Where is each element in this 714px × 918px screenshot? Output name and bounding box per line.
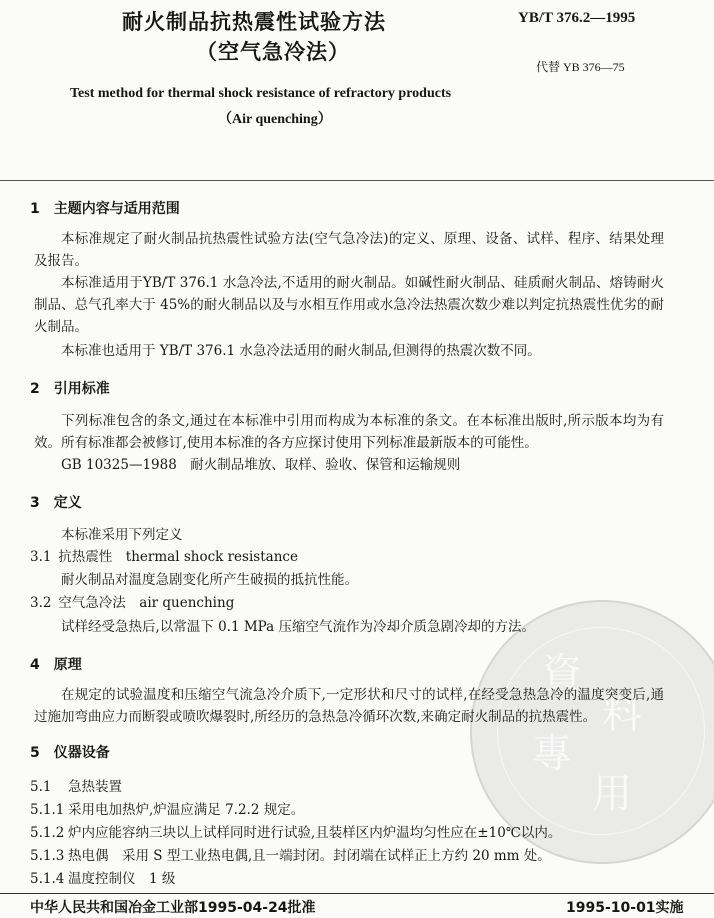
section-2-para-1: 下列标准包含的条文,通过在本标准中引用而构成为本标准的条文。在本标准出版时,所示版本均为有效。所有标准都会被修订,使用本标准的各方应探讨使用下列标准最新版本的可能性。: [34, 413, 664, 451]
item-number: 5.1.3: [30, 848, 65, 864]
section-5-heading: 5 仪器设备: [30, 745, 110, 761]
list-item: [30, 776, 122, 798]
document-subtitle: （空气急冷法）: [196, 40, 350, 64]
definition-3-1: [30, 546, 298, 568]
definition-3-1-text: 耐火制品对温度急剧变化所产生破损的抵抗性能。: [61, 572, 358, 588]
footer-rule: [0, 893, 714, 894]
list-item: [30, 799, 304, 821]
item-number: 5.1: [30, 779, 52, 795]
definition-term: 空气急冷法 air quenching: [58, 595, 235, 611]
section-4-para-1: 在规定的试验温度和压缩空气流急冷介质下,一定形状和尺寸的试样,在经受急热急冷的温度突变后,通过施加弯曲应力而断裂或喷吹爆裂时,所经历的急热急冷循环次数,来确定耐火制品的抗热震性。: [34, 687, 664, 725]
item-text: 采用电加热炉,炉温应满足 7.2.2 规定。: [68, 802, 305, 818]
standard-code: YB/T 376.2—1995: [518, 10, 636, 26]
list-item: [30, 868, 175, 890]
section-2-reference: GB 10325—1988 耐火制品堆放、取样、验收、保管和运输规则: [61, 457, 461, 473]
list-item: [30, 822, 561, 844]
item-text: 热电偶 采用 S 型工业热电偶,且一端封闭。封闭端在试样正上方约 20 mm 处。: [68, 848, 551, 864]
item-number: 5.1.2: [30, 825, 65, 841]
section-2-heading: 2 引用标准: [30, 381, 110, 397]
header-rule: [0, 180, 714, 181]
english-title: Test method for thermal shock resistance of refractory products: [70, 86, 452, 101]
watermark-seal: 資 料 專 用: [470, 600, 714, 864]
item-text: 温度控制仪 1 级: [68, 871, 176, 887]
section-1-heading: 1 主题内容与适用范围: [30, 201, 180, 217]
item-text: 炉内应能容纳三块以上试样同时进行试验,且装样区内炉温均匀性应在±10℃以内。: [68, 825, 562, 841]
section-4-heading: 4 原理: [30, 657, 82, 673]
item-text: 急热装置: [68, 779, 122, 795]
replaces-note: 代替 YB 376—75: [536, 60, 625, 74]
definition-number: 3.2: [30, 595, 52, 611]
list-item: [30, 845, 551, 867]
section-3-intro: 本标准采用下列定义: [61, 527, 183, 543]
item-number: 5.1.4: [30, 871, 65, 887]
item-number: 5.1.1: [30, 802, 65, 818]
definition-number: 3.1: [30, 549, 52, 565]
definition-3-2-text: 试样经受急热后,以常温下 0.1 MPa 压缩空气流作为冷却介质急剧冷却的方法。: [61, 619, 535, 635]
effective-date: 1995-10-01实施: [566, 900, 684, 916]
english-subtitle: （Air quenching）: [218, 112, 332, 127]
document-title: 耐火制品抗热震性试验方法: [122, 10, 386, 34]
section-1-para-1: 本标准规定了耐火制品抗热震性试验方法(空气急冷法)的定义、原理、设备、试样、程序、结果处理及报告。: [34, 231, 664, 269]
section-3-heading: 3 定义: [30, 495, 82, 511]
approval-note: 中华人民共和国冶金工业部1995-04-24批准: [30, 900, 316, 916]
definition-3-2: [30, 592, 234, 614]
definition-term: 抗热震性 thermal shock resistance: [58, 549, 298, 565]
section-1-para-2: 本标准适用于YB/T 376.1 水急冷法,不适用的耐火制品。如碱性耐火制品、硅质耐火制品、熔铸耐火制品、总气孔率大于 45%的耐火制品以及与水相互作用或水急冷法热震次数少难以判定抗热震性优劣的耐火制品。: [34, 275, 664, 335]
section-1-para-3: 本标准也适用于 YB/T 376.1 水急冷法适用的耐火制品,但测得的热震次数不同。: [61, 343, 541, 359]
